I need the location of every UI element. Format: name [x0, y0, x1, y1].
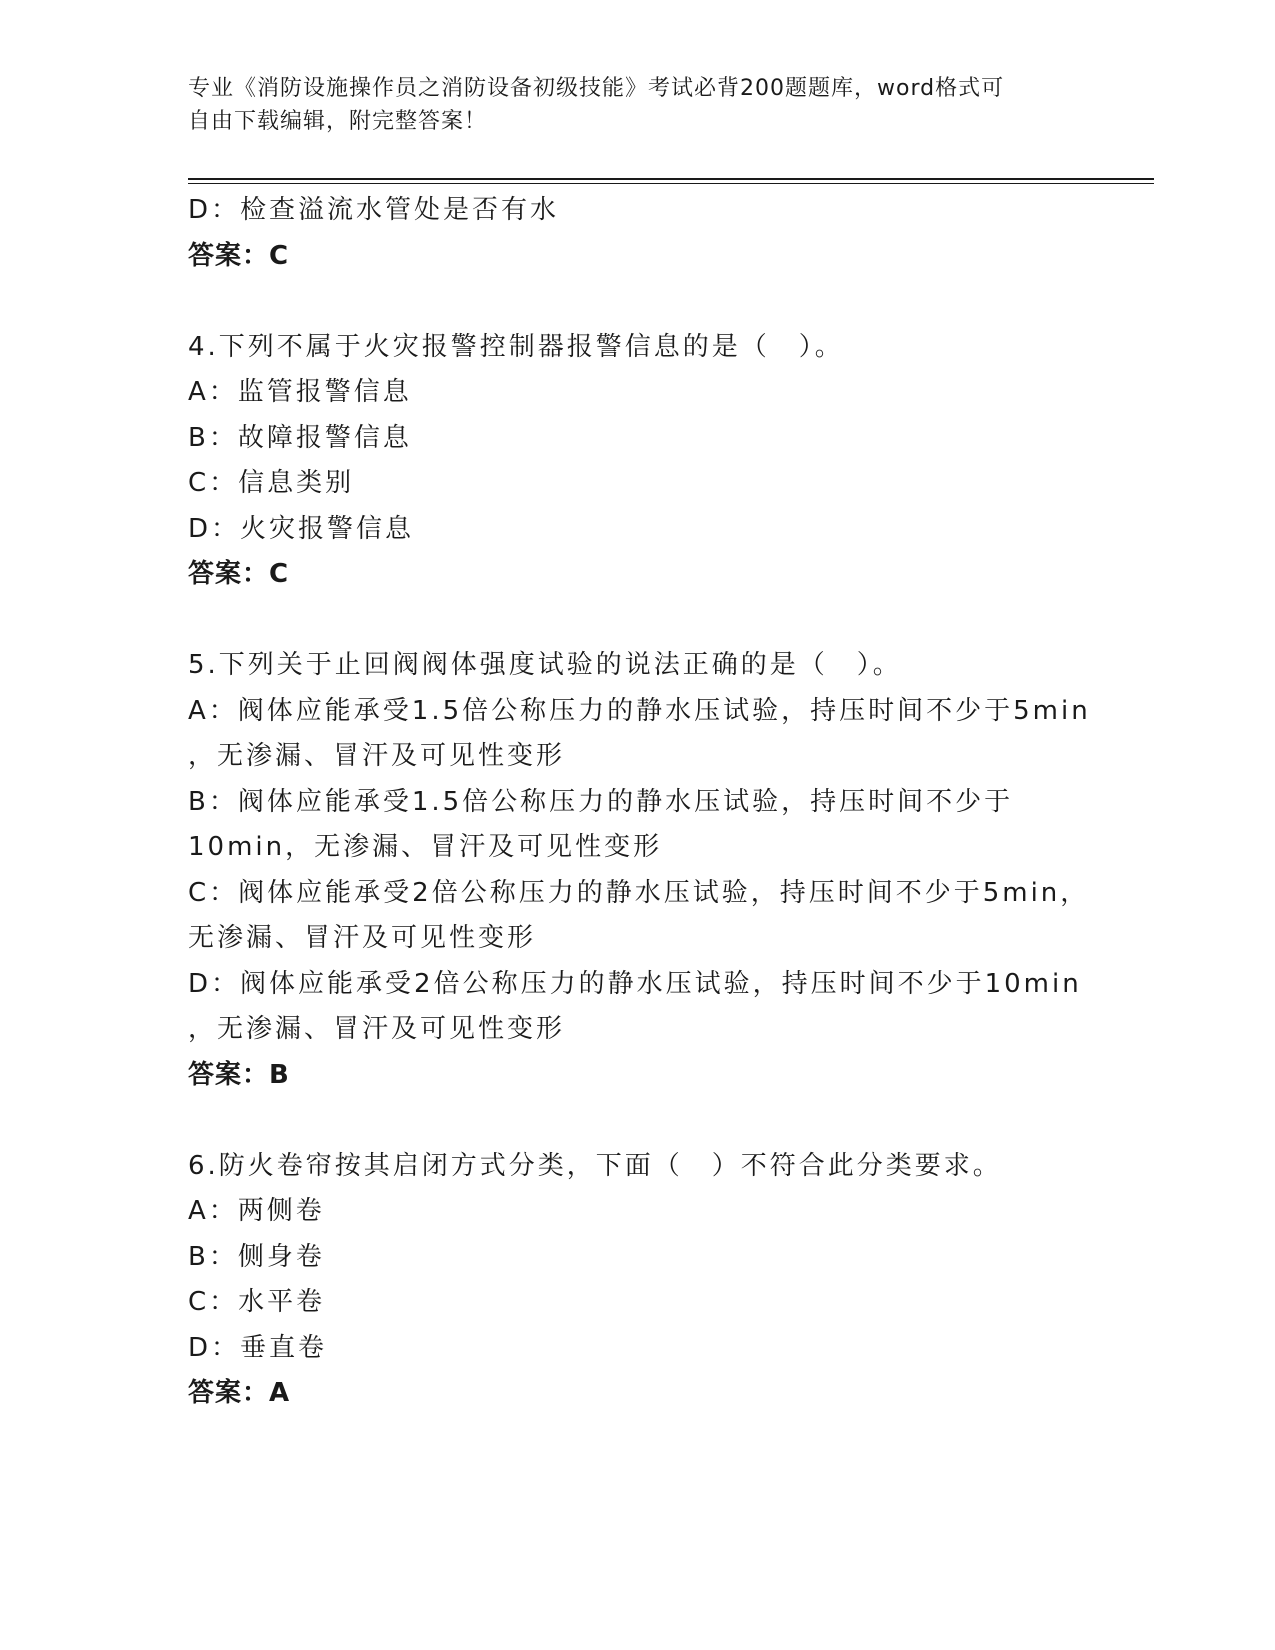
q5-option-c-line-1: C：阀体应能承受2倍公称压力的静水压试验，持压时间不少于5min，	[188, 877, 1090, 908]
document-header	[188, 72, 1088, 138]
q4-option-d: D：火灾报警信息	[188, 513, 415, 544]
q6-option-c: C：水平卷	[188, 1287, 326, 1317]
question-3-tail	[188, 188, 1088, 279]
q3-answer: 答案：C	[188, 240, 290, 271]
q5-option-c-line-2: 无渗漏、冒汗及可见性变形	[188, 923, 537, 953]
header-title-line-1: 专业《消防设施操作员之消防设备初级技能》考试必背200题题库，word格式可	[188, 76, 1005, 101]
q5-option-a-line-2: ，无渗漏、冒汗及可见性变形	[188, 741, 566, 771]
q6-answer: 答案：A	[188, 1378, 291, 1408]
q4-answer: 答案：C	[188, 559, 290, 589]
q5-option-d-line-1: D：阀体应能承受2倍公称压力的静水压试验，持压时间不少于10min	[188, 968, 1082, 999]
header-divider-thick	[188, 178, 1154, 180]
q4-option-c: C：信息类别	[188, 468, 355, 498]
q3-option-d: D：检查溢流水管处是否有水	[188, 195, 560, 225]
spacer	[188, 1098, 1088, 1144]
q5-option-a-line-1: A：阀体应能承受1.5倍公称压力的静水压试验，持压时间不少于5min	[188, 695, 1091, 726]
question-5	[188, 643, 1091, 1098]
q4-question: 4.下列不属于火灾报警控制器报警信息的是（ ）。	[188, 331, 844, 362]
q5-option-b-line-2: 10min，无渗漏、冒汗及可见性变形	[188, 832, 663, 862]
question-6	[188, 1144, 1088, 1417]
q6-option-d: D：垂直卷	[188, 1332, 328, 1363]
q6-option-b: B：侧身卷	[188, 1241, 325, 1272]
header-divider-thin	[188, 183, 1154, 184]
q5-question: 5.下列关于止回阀阀体强度试验的说法正确的是（ ）。	[188, 650, 902, 680]
q5-answer: 答案：B	[188, 1059, 290, 1090]
spacer	[188, 279, 1088, 325]
q5-option-d-line-2: ，无渗漏、冒汗及可见性变形	[188, 1014, 566, 1044]
q6-option-a: A：两侧卷	[188, 1196, 325, 1226]
q4-option-a: A：监管报警信息	[188, 377, 412, 407]
document-body	[188, 188, 1091, 1417]
q4-option-b: B：故障报警信息	[188, 422, 412, 453]
q6-question: 6.防火卷帘按其启闭方式分类，下面（ ）不符合此分类要求。	[188, 1150, 1002, 1181]
header-title-line-2: 自由下载编辑，附完整答案！	[188, 109, 488, 134]
question-4	[188, 325, 1088, 598]
q5-option-b-line-1: B：阀体应能承受1.5倍公称压力的静水压试验，持压时间不少于	[188, 786, 1014, 817]
spacer	[188, 598, 1088, 644]
